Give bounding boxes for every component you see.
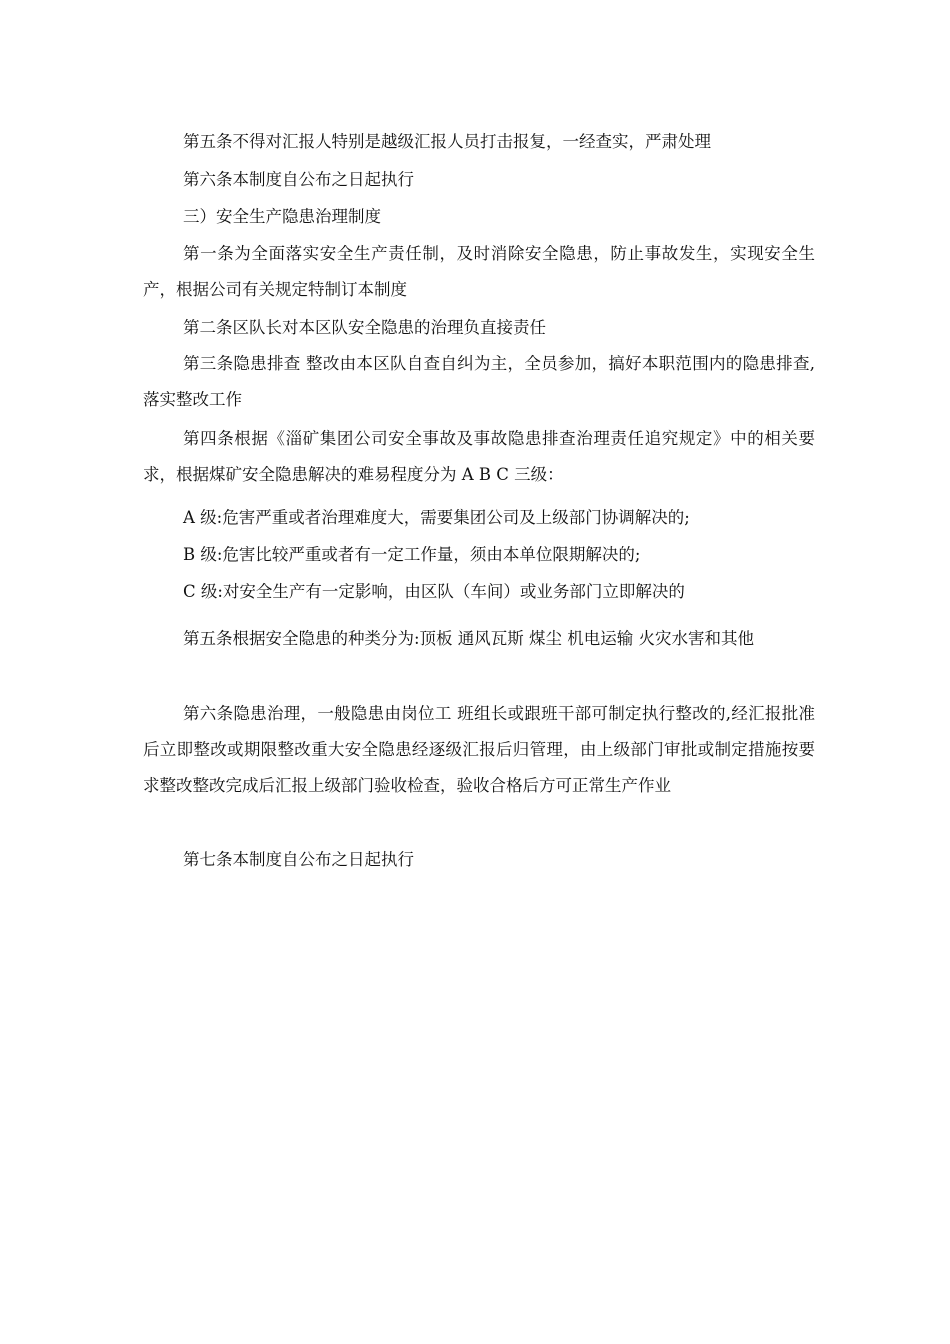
paragraph-article6-treatment: 第六条隐患治理，一般隐患由岗位工 班组长或跟班干部可制定执行整改的,经汇报批准后立即整改或期限整改重大安全隐患经逐级汇报后归管理，由上级部门审批或制定措施按要求整改整改完成后汇报上级部门验收检查，验收合格后方可正常生产作业 — [143, 704, 815, 795]
paragraph-article7-effective: 第七条本制度自公布之日起执行 — [183, 850, 414, 869]
paragraph-article5-no-retaliation: 第五条不得对汇报人特别是越级汇报人员打击报复，一经查实，严肃处理 — [183, 132, 711, 151]
section-heading-hazard-system: 三）安全生产隐患治理制度 — [183, 207, 381, 226]
paragraph-grade-b: B 级:危害比较严重或者有一定工作量，须由本单位限期解决的; — [183, 545, 641, 564]
paragraph-article1-purpose: 第一条为全面落实安全生产责任制，及时消除安全隐患，防止事故发生，实现安全生产，根据公司有关规定特制订本制度 — [143, 244, 815, 299]
paragraph-article2-responsibility: 第二条区队长对本区队安全隐患的治理负直接责任 — [183, 318, 546, 337]
paragraph-article5-categories: 第五条根据安全隐患的种类分为:顶板 通风瓦斯 煤尘 机电运输 火灾水害和其他 — [183, 629, 755, 648]
paragraph-article6-effective: 第六条本制度自公布之日起执行 — [183, 170, 414, 189]
paragraph-grade-c: C 级:对安全生产有一定影响，由区队（车间）或业务部门立即解决的 — [183, 582, 685, 601]
paragraph-article3-inspection: 第三条隐患排查 整改由本区队自查自纠为主，全员参加，搞好本职范围内的隐患排查,落实整改工作 — [143, 354, 815, 409]
paragraph-grade-a: A 级:危害严重或者治理难度大，需要集团公司及上级部门协调解决的; — [183, 508, 690, 527]
paragraph-article4-grades: 第四条根据《淄矿集团公司安全事故及事故隐患排查治理责任追究规定》中的相关要求，根据煤矿安全隐患解决的难易程度分为 A B C 三级： — [143, 429, 815, 484]
